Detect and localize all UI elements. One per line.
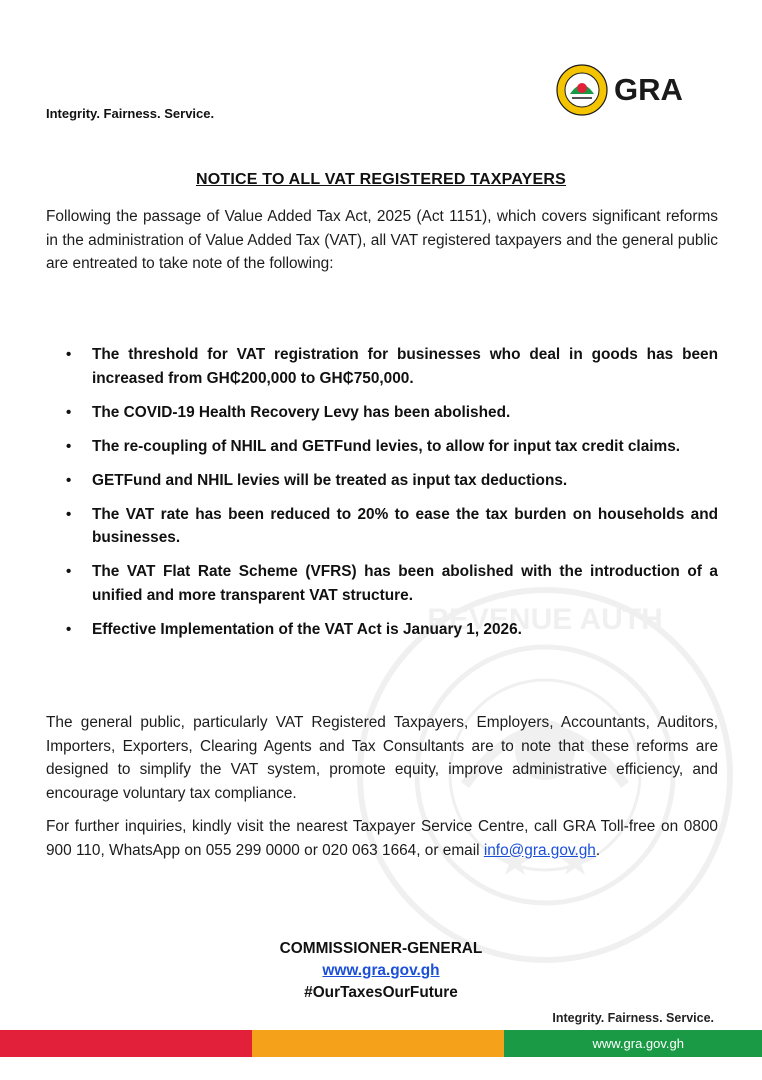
footer-red-segment [0, 1030, 252, 1057]
inquiries-paragraph [46, 815, 718, 862]
hashtag: #OurTaxesOurFuture [304, 984, 458, 1001]
list-item [66, 435, 718, 459]
list-item-text: The re-coupling of NHIL and GETFund levies, to allow for input tax credit claims. [92, 437, 681, 455]
email-link[interactable]: info@gra.gov.gh [483, 841, 596, 859]
signoff-block [0, 938, 762, 1004]
list-item-text: Effective Implementation of the VAT Act is January 1, 2026. [92, 620, 522, 638]
footer-green-segment [504, 1030, 762, 1057]
header-motto: Integrity. Fairness. Service. [46, 106, 215, 121]
bullet-icon: • [66, 471, 72, 489]
gra-logo[interactable] [556, 64, 683, 116]
gra-seal-icon [556, 64, 608, 116]
bullet-icon: • [66, 620, 72, 638]
list-item [66, 503, 718, 550]
list-item-text: GETFund and NHIL levies will be treated as input tax deductions. [92, 471, 568, 489]
footer-motto: Integrity. Fairness. Service. [552, 1011, 714, 1025]
list-item [66, 560, 718, 607]
footer-orange-segment [252, 1030, 504, 1057]
reform-list [66, 343, 718, 652]
inquiries-text: For further inquiries, kindly visit the nearest Taxpayer Service Centre, call GRA Toll-free on 0800 900 110, WhatsApp on 055 299 0000 or 020 063 1664, or email [46, 818, 718, 859]
signatory-title: COMMISSIONER-GENERAL [279, 940, 483, 957]
list-item [66, 401, 718, 425]
inquiries-end: . [595, 841, 601, 859]
list-item [66, 343, 718, 390]
bullet-icon: • [66, 505, 72, 523]
svg-text:REVENUE AUTH: REVENUE AUTH [427, 603, 663, 636]
list-item-text: The VAT Flat Rate Scheme (VFRS) has been abolished with the introduction of a unified and more transparent VAT structure. [92, 563, 718, 604]
bottom-margin [0, 1057, 762, 1080]
bullet-icon: • [66, 403, 72, 421]
gra-logo-text: GRA [614, 72, 683, 107]
bullet-icon: • [66, 563, 72, 580]
list-item [66, 469, 718, 493]
list-item-text: The VAT rate has been reduced to 20% to ease the tax burden on households and businesses. [92, 505, 718, 546]
bullet-icon: • [66, 437, 72, 455]
notice-title: NOTICE TO ALL VAT REGISTERED TAXPAYERS [195, 171, 566, 188]
bullet-icon: • [66, 346, 72, 363]
list-item-text: The threshold for VAT registration for businesses who deal in goods has been increased from GH₵200,000 to GH₵750,000. [92, 346, 718, 387]
list-item [66, 618, 718, 642]
intro-paragraph: Following the passage of Value Added Tax Act, 2025 (Act 1151), which covers significant reforms in the administration of Value Added Tax (VAT), all VAT registered taxpayers and the general public are entreated to take note of the following: [46, 208, 718, 272]
closing-paragraph: The general public, particularly VAT Registered Taxpayers, Employers, Accountants, Auditors, Importers, Exporters, Clearing Agents and Tax Consultants are to note that these reforms are designed to simplify the VAT system, promote equity, improve administrative efficiency, and encourage voluntary tax compliance. [46, 714, 718, 802]
list-item-text: The COVID-19 Health Recovery Levy has been abolished. [92, 403, 511, 421]
footer-color-bar [0, 1030, 762, 1057]
footer-website[interactable]: www.gra.gov.gh [592, 1036, 684, 1051]
website-link[interactable]: www.gra.gov.gh [322, 962, 440, 979]
